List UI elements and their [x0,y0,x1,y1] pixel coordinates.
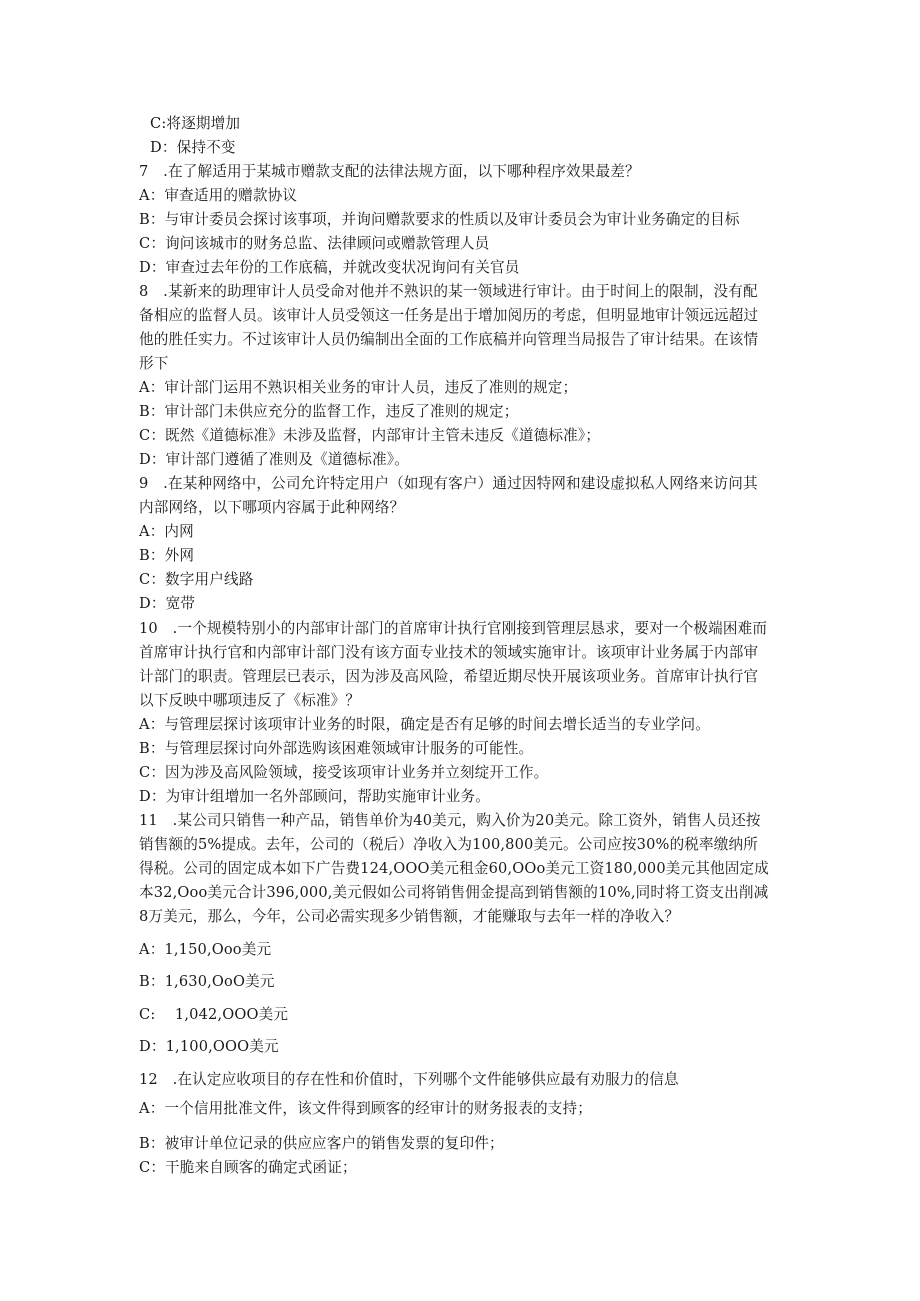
option-c-q6: C:将逐期增加 [150,115,241,132]
option-c-q10: C：因为涉及高风险领域，接受该项审计业务并立刻绽开工作。 [139,764,549,781]
option-d-q8: D：审计部门遵循了准则及《道德标准》。 [139,451,409,468]
question-11-line-5: 8万美元，那么，今年，公司必需实现多少销售额，才能赚取与去年一样的净收入？ [139,908,680,925]
option-c-q12: C：干脆来自顾客的确定式函证； [139,1159,357,1176]
question-10-line-2: 首席审计执行官和内部审计部门没有该方面专业技术的领域实施审计。该项审计业务属于内部审 [139,644,759,661]
question-10-line-3: 计部门的职责。管理层已表示，因为涉及高风险，希望近期尽快开展该项业务。首席审计执行官 [139,668,759,685]
option-c-q8: C：既然《道德标准》未涉及监督，内部审计主管未违反《道德标准》； [139,427,601,444]
option-a-q8: A：审计部门运用不熟识相关业务的审计人员，违反了准则的规定； [139,379,578,396]
option-b-q12: B：被审计单位记录的供应应客户的销售发票的复印件； [139,1135,504,1152]
option-a-q11: A：1,150,Ooo美元 [139,941,272,958]
option-a-q12: A：一个信用批准文件，该文件得到顾客的经审计的财务报表的支持； [139,1100,593,1117]
question-7: 7 .在了解适用于某城市赠款支配的法律法规方面，以下哪种程序效果最差？ [139,163,640,180]
option-d-q10: D：为审计组增加一名外部顾问，帮助实施审计业务。 [139,788,490,805]
question-8-line-2: 备相应的监督人员。该审计人员受领这一任务是出于增加阅历的考虑，但明显地审计领远远超过 [139,307,759,324]
option-b-q9: B：外网 [139,547,195,564]
option-a-q10: A：与管理层探讨该项审计业务的时限，确定是否有足够的时间去增长适当的专业学问。 [139,716,710,733]
question-9-line-2: 内部网络，以下哪项内容属于此种网络？ [139,499,405,516]
option-a-q9: A：内网 [139,523,194,540]
question-11-line-1: 11 .某公司只销售一种产品，销售单价为40美元，购入价为20美元。除工资外，销售人员还按 [139,812,761,829]
option-d-q11: D：1,100,OOO美元 [139,1038,279,1055]
question-10-line-1: 10 .一个规模特别小的内部审计部门的首席审计执行官刚接到管理层恳求，要对一个极端困难而 [139,620,768,637]
question-9-line-1: 9 .在某种网络中，公司允许特定用户（如现有客户）通过因特网和建设虚拟私人网络来访问其 [139,475,758,492]
option-b-q8: B：审计部门未供应充分的监督工作，违反了准则的规定； [139,403,519,420]
option-c-q7: C：询问该城市的财务总监、法律顾问或赠款管理人员 [139,235,490,252]
question-8-line-3: 他的胜任实力。不过该审计人员仍编制出全面的工作底稿并向管理当局报告了审计结果。在该情 [139,331,759,348]
option-c-q11: C: 1,042,OOO美元 [139,1006,289,1023]
option-c-q9: C：数字用户线路 [139,571,254,588]
option-b-q11: B：1,630,OoO美元 [139,973,275,990]
question-11-line-4: 本32,Ooo美元合计396,000,美元假如公司将销售佣金提高到销售额的10%,同时将工资支出削减 [139,884,769,901]
question-12: 12 .在认定应收项目的存在性和价值时，下列哪个文件能够供应最有劝服力的信息 [139,1071,679,1088]
option-d-q9: D：宽带 [139,595,196,612]
option-a-q7: A：审查适用的赠款协议 [139,187,298,204]
question-11-line-3: 得税。公司的固定成本如下广告费124,OOO美元租金60,OOo美元工资180,000美元其他固定成 [139,860,769,877]
question-11-line-2: 销售额的5%提成。去年，公司的（税后）净收入为100,800美元。公司应按30%的税率缴纳所 [139,836,759,853]
option-b-q7: B：与审计委员会探讨该事项，并询问赠款要求的性质以及审计委员会为审计业务确定的目标 [139,211,740,228]
question-8-line-4: 形下 [139,355,169,372]
option-d-q7: D：审查过去年份的工作底稿，并就改变状况询问有关官员 [139,259,520,276]
option-b-q10: B：与管理层探讨向外部选购该困难领域审计服务的可能性。 [139,740,534,757]
option-d-q6: D：保持不变 [150,139,236,156]
question-8-line-1: 8 .某新来的助理审计人员受命对他并不熟识的某一领域进行审计。由于时间上的限制，没有配 [139,283,758,300]
question-10-line-4: 以下反映中哪项违反了《标准》？ [139,692,361,709]
